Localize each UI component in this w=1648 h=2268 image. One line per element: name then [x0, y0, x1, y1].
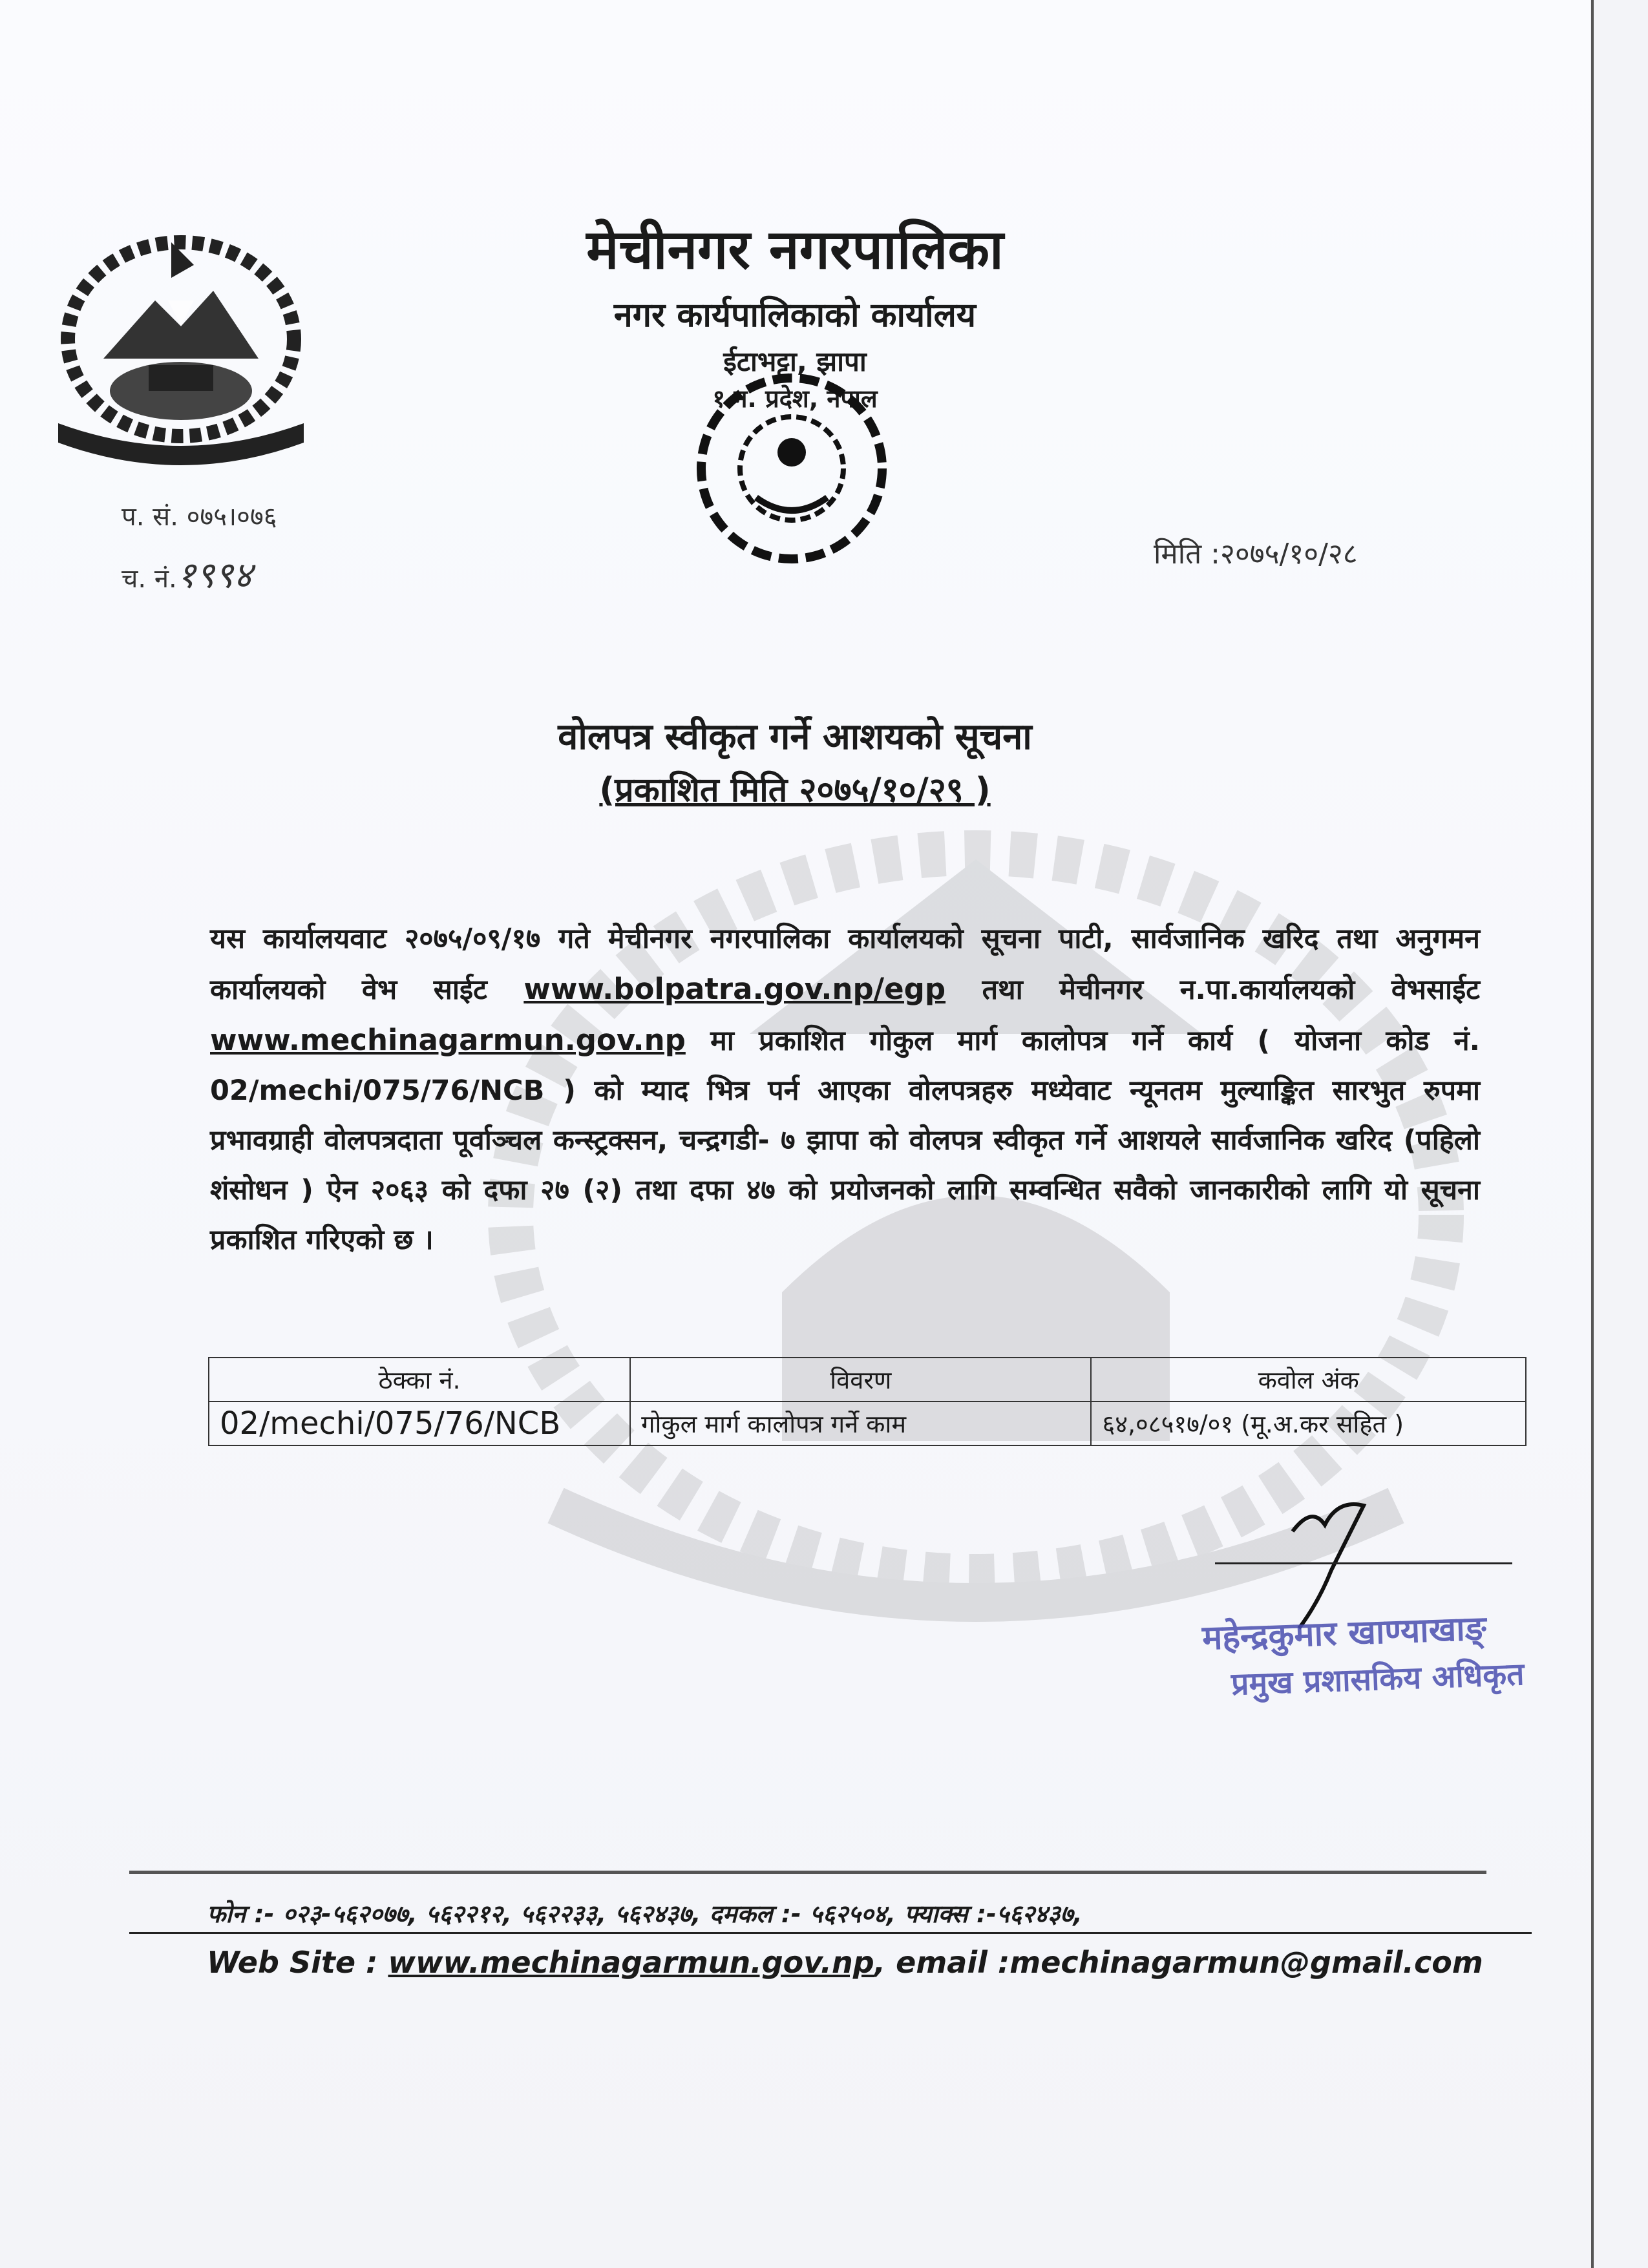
footer-divider: [129, 1932, 1532, 1934]
chalani-number: [121, 549, 252, 598]
chalani-value: १९९४: [176, 554, 253, 596]
patra-label: प. सं.: [121, 502, 178, 532]
letter-date: [1154, 533, 1358, 572]
body-part3: मा प्रकाशित गोकुल मार्ग कालोपत्र गर्ने कार्य ( योजना कोड नं. 02/mechi/075/76/NCB ) को म्याद भित्र पर्न आएका वोलपत्रहरु मध्येवाट न्यूनतम मुल्याङ्कित सारभुत रुपमा प्रभावग्राही वोलपत्रदाता पूर्वाञ्चल कन्स्ट्रक्सन, चन्द्रगडी- ७ झापा को वोलपत्र स्वीकृत गर्ने आशयले सार्वजानिक खरिद (पहिलो शंसोधन ) ऐन २०६३ को दफा २७ (२) तथा दफा ४७ को प्रयोजनको लागि सम्वन्धित सवैको जानकारीको लागि यो सूचना प्रकाशित गरिएको छ ।: [210, 1025, 1480, 1256]
contract-no-cell: 02/mechi/075/76/NCB: [209, 1402, 630, 1445]
table-row: [209, 1402, 1526, 1445]
footer-web: [207, 1945, 1483, 1980]
email-text: , email :mechinagarmun@gmail.com: [874, 1945, 1483, 1980]
footer-divider-top: [129, 1871, 1486, 1874]
patra-sankhya: [121, 498, 277, 533]
signature-line: [1215, 1562, 1512, 1564]
body-part2: तथा मेचीनगर न.पा.कार्यालयको वेभसाईट: [982, 974, 1480, 1006]
col-description: विवरण: [630, 1358, 1091, 1402]
office-name: नगर कार्यपालिकाको कार्यालय: [613, 296, 977, 335]
published-date: (प्रकाशित मिति २०७५/१०/२९ ): [599, 771, 991, 810]
signatory-title: प्रमुख प्रशासकिय अधिकृत: [1231, 1656, 1525, 1703]
bid-table: [208, 1357, 1527, 1446]
address-line2: १ न. प्रदेश, नेपाल: [712, 384, 878, 413]
patra-value: ०७५।०७६: [186, 502, 277, 532]
address-line1: ईटाभट्टा, झापा: [723, 346, 867, 377]
date-value: २०७५/१०/२८: [1220, 538, 1358, 571]
col-bid-amount: कवोल अंक: [1091, 1358, 1526, 1402]
col-contract-no: ठेक्का नं.: [209, 1358, 630, 1402]
mechinagar-link[interactable]: www.mechinagarmun.gov.np: [210, 1023, 686, 1057]
description-cell: गोकुल मार्ग कालोपत्र गर्ने काम: [630, 1402, 1091, 1445]
web-url-link[interactable]: www.mechinagarmun.gov.np: [388, 1945, 874, 1980]
body-part1: यस कार्यालयवाट २०७५/०९/१७ गते मेचीनगर नगरपालिका कार्यालयको सूचना पाटी, सार्वजानिक खरिद तथा अनुगमन कार्यालयको वेभ साईट: [210, 923, 1480, 1006]
bolpatra-link[interactable]: www.bolpatra.gov.np/egp: [523, 972, 946, 1006]
bid-amount-cell: ६४,०८५१७/०१ (मू.अ.कर सहित ): [1091, 1402, 1526, 1445]
notice-title: वोलपत्र स्वीकृत गर्ने आशयको सूचना: [558, 716, 1032, 758]
date-label: मिति :: [1154, 538, 1220, 571]
page-edge: [1591, 0, 1594, 2268]
org-name: मेचीनगर नगरपालिका: [586, 218, 1004, 281]
footer-phone: फोन :- ०२३-५६२०७७, ५६२२१२, ५६२२३३, ५६२४३७, दमकल :- ५६२५०४, फ्याक्स :-५६२४३७,: [207, 1900, 1083, 1928]
chalani-label: च. नं.: [121, 564, 177, 594]
signatory-name: महेन्द्रकुमार खाण्याखाङ्: [1201, 1609, 1487, 1658]
table-header-row: [209, 1358, 1526, 1402]
web-label: Web Site :: [207, 1945, 378, 1980]
office-stamp: [685, 368, 898, 569]
notice-body: [210, 914, 1480, 1265]
